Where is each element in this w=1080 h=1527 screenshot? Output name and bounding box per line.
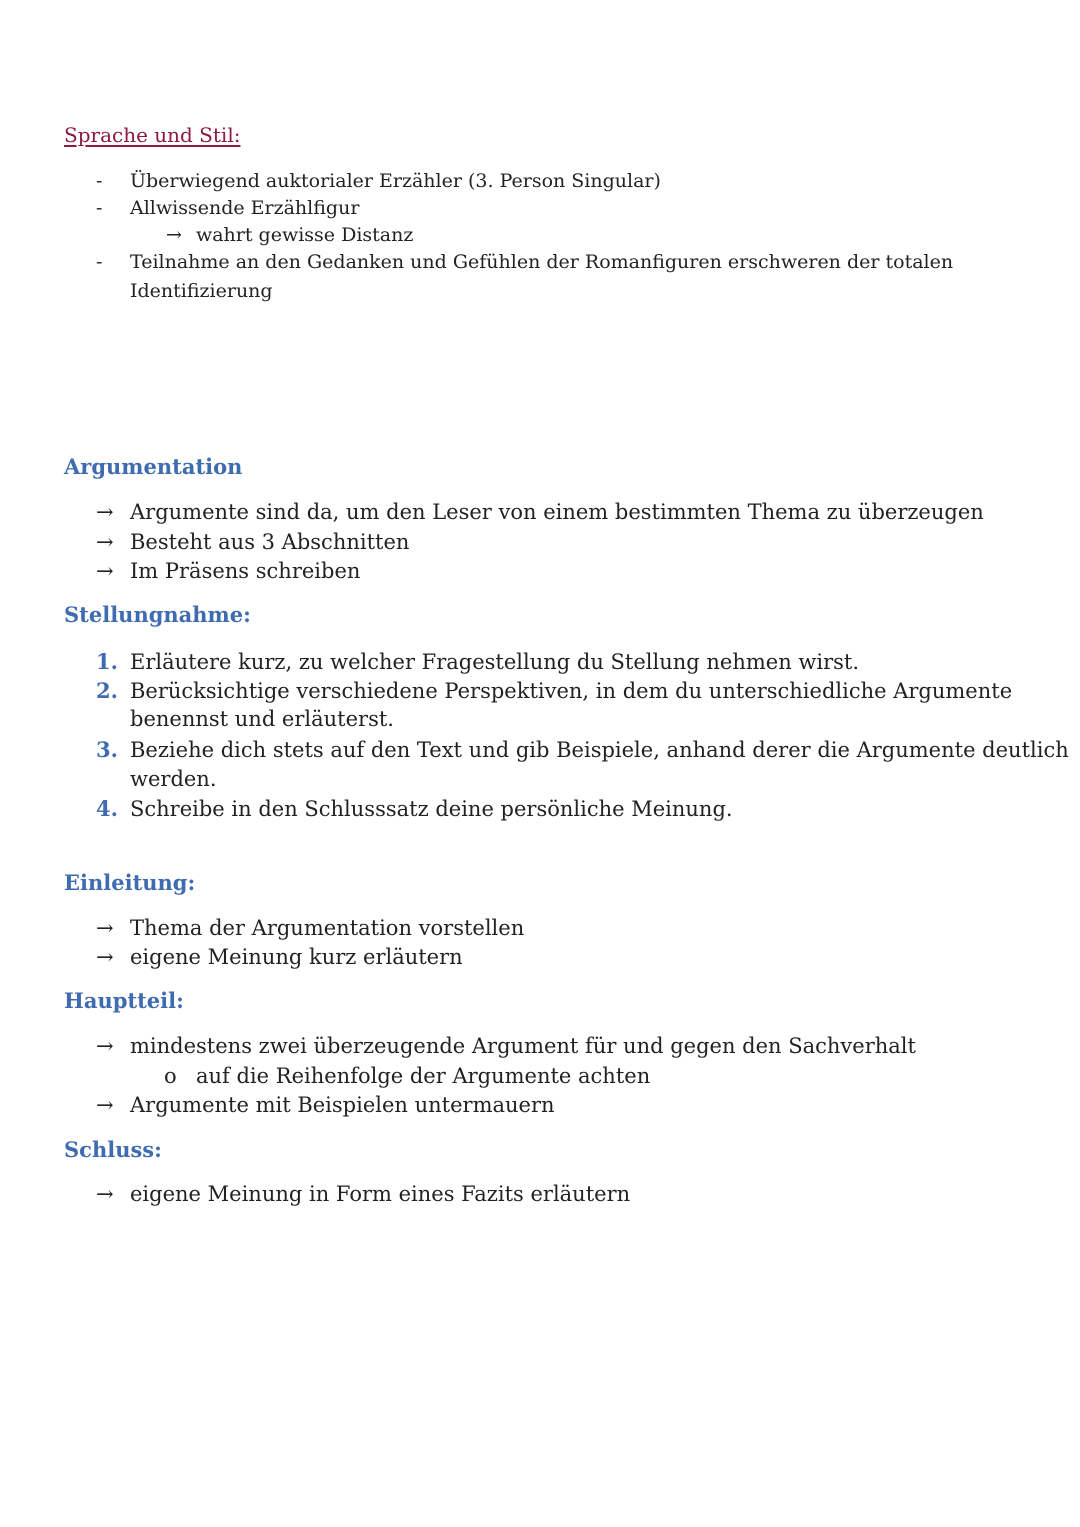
einleitung-item [96,945,463,969]
sprache-sub-arrow-item [166,224,413,246]
list-number: 3. [96,737,118,762]
stellungnahme-item-3-continuation: werden. [130,767,217,791]
stellungnahme-item-1 [96,649,859,674]
dash-bullet: - [96,197,103,219]
arrow-icon: → [96,559,114,583]
circle-bullet-icon: o [164,1064,177,1088]
sprache-bullet-1: Überwiegend auktorialer Erzähler (3. Person Singular) [130,170,661,192]
hauptteil-item-text: mindestens zwei überzeugende Argument für und gegen den Sachverhalt [130,1034,916,1058]
sprache-sub-arrow-text: wahrt gewisse Distanz [195,224,414,246]
heading-argumentation: Argumentation [64,454,243,479]
arrow-icon: → [96,1093,114,1117]
heading-stellungnahme: Stellungnahme: [64,602,251,627]
stellungnahme-item-4 [96,796,733,821]
argumentation-item [96,559,360,583]
heading-hauptteil: Hauptteil: [64,988,184,1013]
arrow-icon: → [96,916,114,940]
arrow-icon: → [96,500,114,524]
stellungnahme-item-text: Berücksichtige verschiedene Perspektiven, in dem du unterschiedliche Argumente [130,679,1013,703]
arrow-icon: → [96,945,114,969]
list-number: 4. [96,796,118,821]
einleitung-item-text: Thema der Argumentation vorstellen [130,916,525,940]
argumentation-item [96,530,409,554]
arrow-icon: → [96,1034,114,1058]
arrow-icon: → [96,530,114,554]
heading-einleitung: Einleitung: [64,870,196,895]
arrow-icon: → [166,224,182,246]
stellungnahme-item-text: Erläutere kurz, zu welcher Fragestellung du Stellung nehmen wirst. [130,650,860,674]
hauptteil-sub-item-text: auf die Reihenfolge der Argumente achten [196,1064,651,1088]
argumentation-item-text: Besteht aus 3 Abschnitten [130,530,410,554]
sprache-bullet-2: Allwissende Erzählfigur [130,197,360,219]
heading-sprache-und-stil: Sprache und Stil: [64,123,241,147]
schluss-item [96,1182,630,1206]
arrow-icon: → [96,1182,114,1206]
stellungnahme-item-text: Schreibe in den Schlusssatz deine persönliche Meinung. [130,797,733,821]
sprache-bullet-3-line-1: Teilnahme an den Gedanken und Gefühlen der Romanfiguren erschweren der totalen [130,251,954,273]
dash-bullet: - [96,170,103,192]
argumentation-item-text: Argumente sind da, um den Leser von einem bestimmten Thema zu überzeugen [130,500,984,524]
hauptteil-item-text: Argumente mit Beispielen untermauern [130,1093,555,1117]
hauptteil-item [96,1093,555,1117]
argumentation-item-text: Im Präsens schreiben [130,559,361,583]
schluss-item-text: eigene Meinung in Form eines Fazits erläutern [130,1182,631,1206]
dash-bullet: - [96,251,103,273]
einleitung-item [96,916,524,940]
hauptteil-item [96,1034,916,1058]
stellungnahme-item-3 [96,737,1069,762]
sprache-bullet-3-line-2: Identifizierung [130,280,273,302]
heading-schluss: Schluss: [64,1137,162,1162]
stellungnahme-item-2-continuation: benennst und erläuterst. [130,707,394,731]
einleitung-item-text: eigene Meinung kurz erläutern [130,945,463,969]
argumentation-item [96,500,984,524]
stellungnahme-item-text: Beziehe dich stets auf den Text und gib Beispiele, anhand derer die Argumente deutlich [130,738,1069,762]
stellungnahme-item-2 [96,678,1012,703]
hauptteil-sub-item [164,1064,650,1088]
list-number: 2. [96,678,118,703]
list-number: 1. [96,649,118,674]
